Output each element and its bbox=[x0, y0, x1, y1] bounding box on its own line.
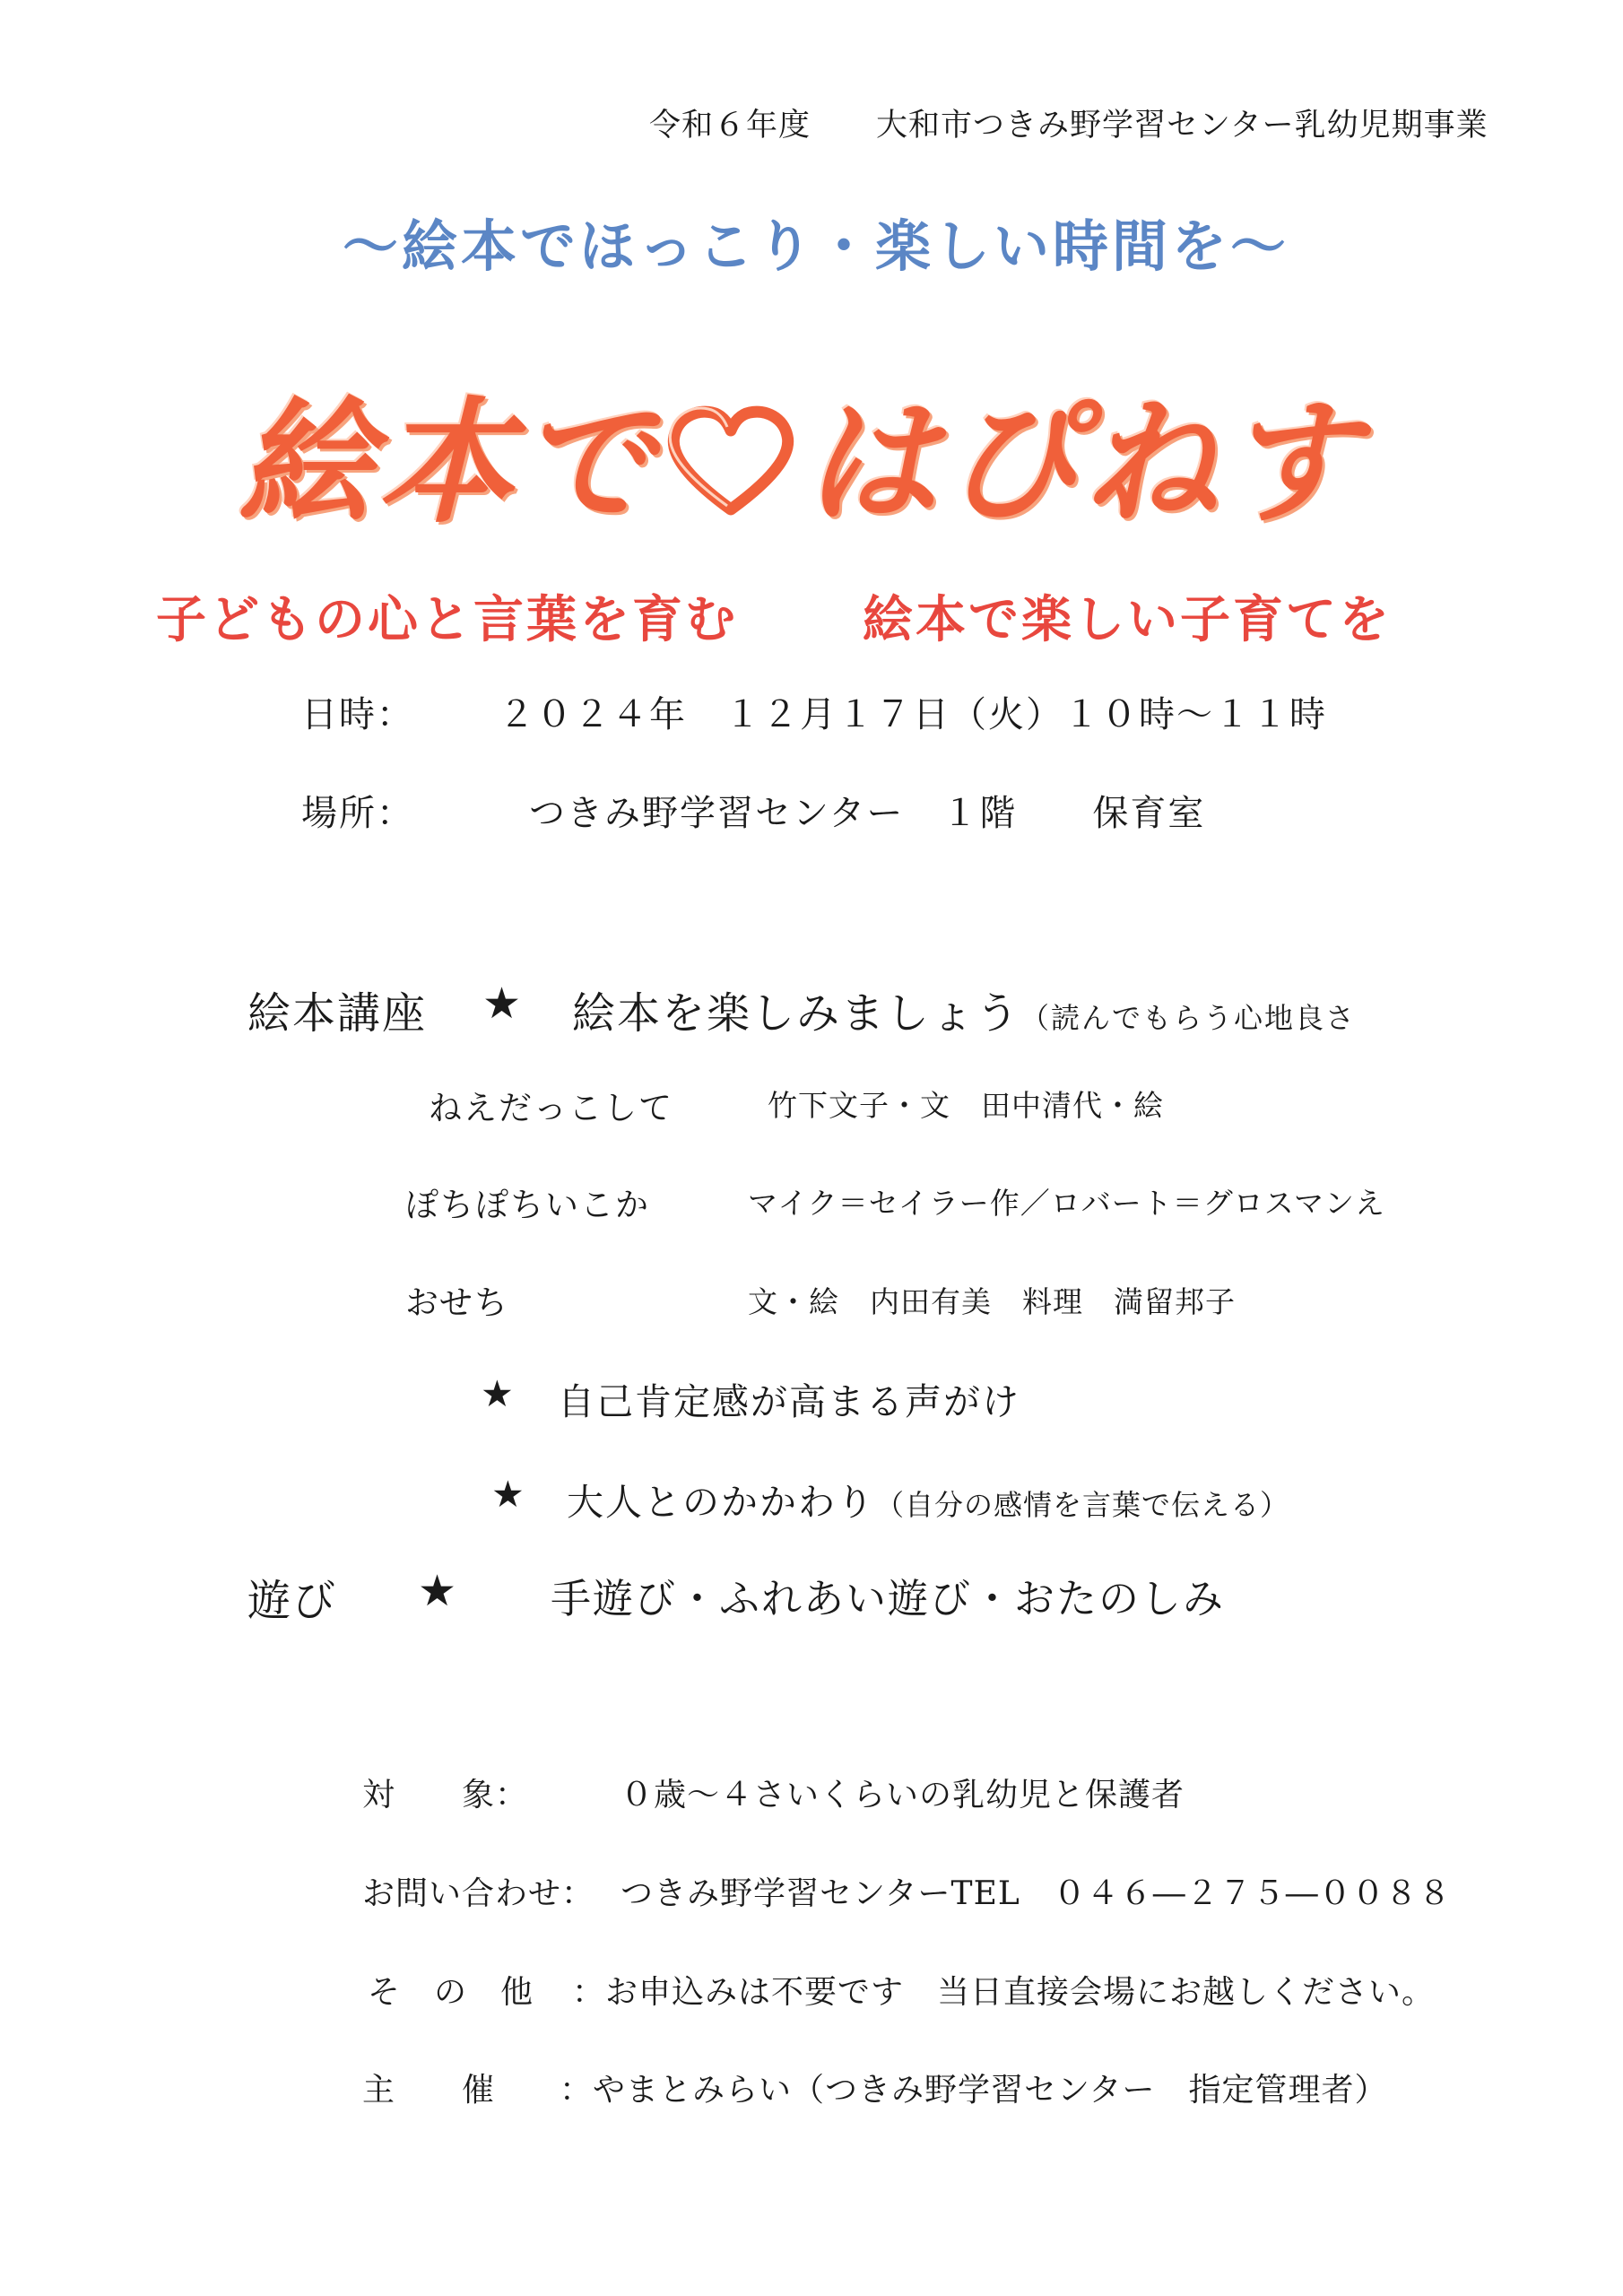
lecture-heading-note: （読んでもらう心地良さ bbox=[1020, 1001, 1357, 1035]
place-label: 場所： bbox=[301, 793, 414, 834]
lecture-label: 絵本講座 bbox=[247, 988, 428, 1039]
point-adult-interaction-note: （自分の感情を言葉で伝える） bbox=[875, 1488, 1290, 1522]
point-adult-interaction bbox=[567, 1473, 1289, 1526]
heart-outline-icon bbox=[664, 395, 798, 551]
host-label: 主 催 bbox=[362, 2072, 496, 2109]
play-label: 遊び bbox=[247, 1576, 338, 1626]
tagline-right: 絵本で楽しい子育てを bbox=[863, 590, 1392, 649]
book-author: 竹下文子・文 田中清代・絵 bbox=[768, 1088, 1164, 1123]
tagline-left: 子どもの心と言葉を育む bbox=[156, 590, 738, 649]
fiscal-year: 令和６年度 bbox=[649, 108, 812, 144]
star-icon: ★ bbox=[482, 978, 524, 1029]
target-label: 対 象： bbox=[362, 1777, 529, 1813]
host-value: ：やまとみらい（つきみ野学習センター 指定管理者） bbox=[560, 2072, 1388, 2109]
book-author: マイク＝セイラー作／ロバート＝グロスマンえ bbox=[748, 1186, 1386, 1221]
book-title: おせち bbox=[405, 1283, 509, 1322]
title-part2: はぴねす bbox=[803, 386, 1364, 542]
book-author: 文・絵 内田有美 料理 満留邦子 bbox=[748, 1284, 1236, 1319]
target-value: ０歳～４さいくらいの乳幼児と保護者 bbox=[621, 1777, 1185, 1813]
point-adult-interaction-text: 大人とのかかわり bbox=[567, 1481, 875, 1524]
play-text: 手遊び・ふれあい遊び・おたのしみ bbox=[551, 1575, 1226, 1622]
book-title: ぽちぽちいこか bbox=[405, 1186, 650, 1224]
contact-label: お問い合わせ： bbox=[362, 1875, 595, 1912]
book-title: ねえだっこして bbox=[429, 1089, 673, 1127]
schedule-value: ２０２４年 １２月１７日（火）１０時～１１時 bbox=[499, 694, 1327, 735]
subtitle: ～絵本でほっこり・楽しい時間を～ bbox=[343, 213, 1290, 279]
contact-value: つきみ野学習センターTEL ０４６―２７５―００８８ bbox=[621, 1875, 1452, 1912]
place-value: つきみ野学習センター １階 保育室 bbox=[529, 793, 1206, 834]
page-title bbox=[239, 354, 1363, 551]
star-icon: ★ bbox=[491, 1473, 526, 1516]
lecture-heading bbox=[572, 978, 1356, 1040]
title-part1: 絵本で bbox=[239, 386, 659, 542]
organizer-program: 大和市つきみ野学習センター乳幼児期事業 bbox=[876, 108, 1488, 144]
lecture-heading-text: 絵本を楽しみましょう bbox=[572, 988, 1021, 1039]
other-label: そ の 他 bbox=[368, 1974, 534, 2011]
other-value: ：お申込みは不要です 当日直接会場にお越しください。 bbox=[572, 1974, 1436, 2011]
schedule-label: 日時： bbox=[301, 694, 414, 735]
star-icon: ★ bbox=[418, 1566, 459, 1616]
star-icon: ★ bbox=[481, 1372, 516, 1415]
point-self-esteem: 自己肯定感が高まる声がけ bbox=[558, 1380, 1020, 1423]
